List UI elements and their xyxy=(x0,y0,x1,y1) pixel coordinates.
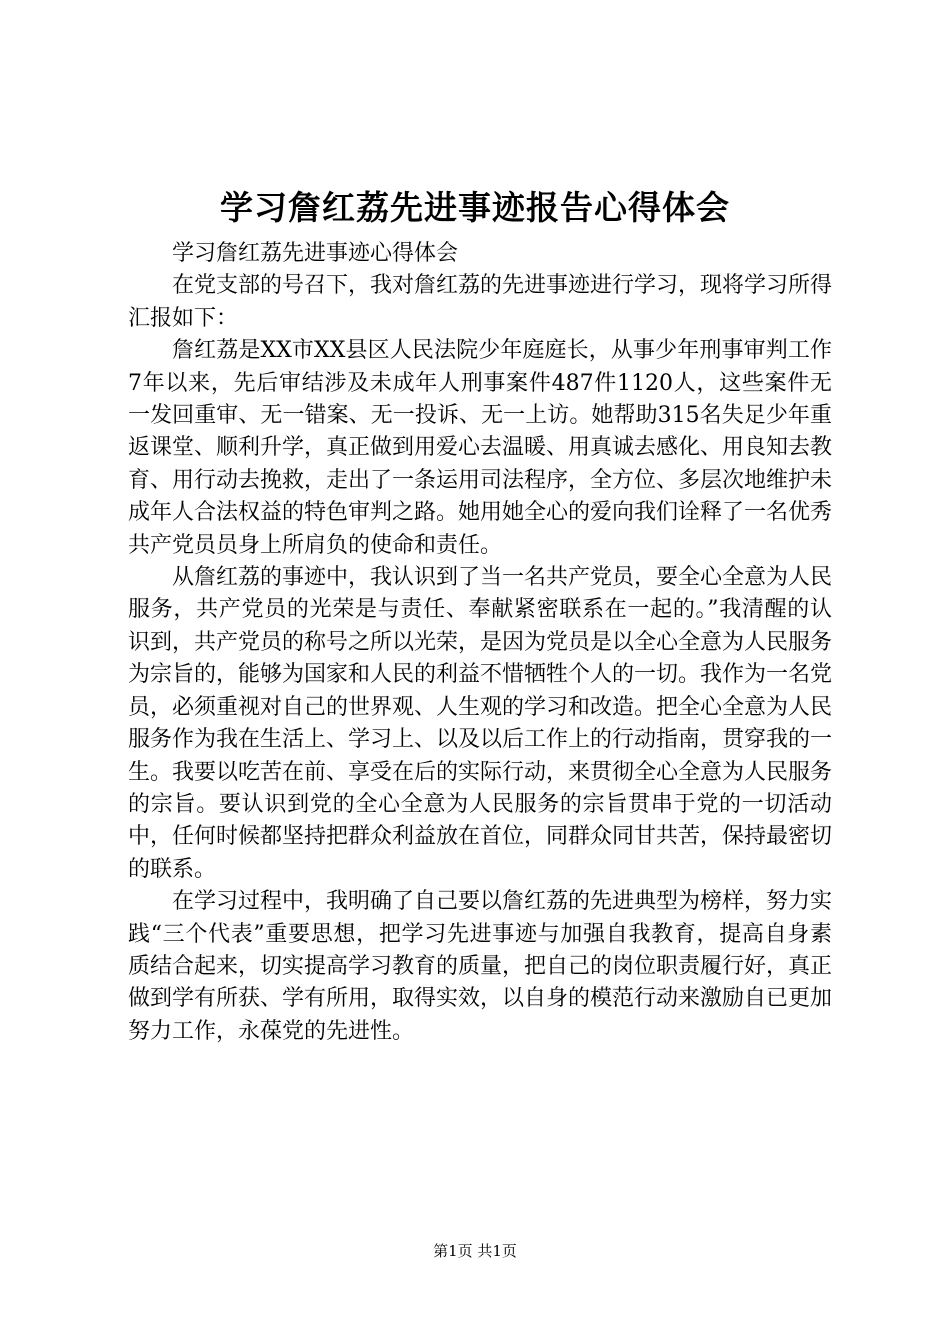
body-paragraph: 在学习过程中，我明确了自己要以詹红荔的先进典型为榜样，努力实践“三个代表”重要思想，把学习先进事迹与加强自我教育，提高自身素质结合起来，切实提高学习教育的质量，把自己的岗位职责履行好，真正做到学有所获、学有所用，取得实效，以自身的模范行动来激励自已更加努力工作，永葆党的先进性。 xyxy=(128,889,833,1044)
page-footer: 第1页 共1页 xyxy=(433,1242,517,1260)
document-body xyxy=(128,238,832,1048)
subtitle-paragraph: 学习詹红荔先进事迹心得体会 xyxy=(172,241,459,266)
document-title: 学习詹红荔先进事迹报告心得体会 xyxy=(220,188,730,227)
body-paragraph: 詹红荔是XX市XX县区人民法院少年庭庭长，从事少年刑事审判工作7年以来，先后审结涉及未成年人刑事案件487件1120人，这些案件无一发回重审、无一错案、无一投诉、无一上访。她帮助315名失足少年重返课堂、顺利升学，真正做到用爱心去温暖、用真诚去感化、用良知去教育、用行动去挽救，走出了一条运用司法程序，全方位、多层次地维护未成年人合法权益的特色审判之路。她用她全心的爱向我们诠释了一名优秀共产党员员身上所肩负的使命和责任。 xyxy=(128,338,833,558)
body-paragraph: 在党支部的号召下，我对詹红荔的先进事迹进行学习，现将学习所得汇报如下： xyxy=(128,273,833,331)
body-paragraph: 从詹红荔的事迹中，我认识到了当一名共产党员，要全心全意为人民服务，共产党员的光荣是与责任、奉献紧密联系在一起的。”我清醒的认识到，共产党员的称号之所以光荣，是因为党员是以全心全意为人民服务为宗旨的，能够为国家和人民的利益不惜牺牲个人的一切。我作为一名党员，必须重视对自己的世界观、人生观的学习和改造。把全心全意为人民服务作为我在生活上、学习上、以及以后工作上的行动指南，贯穿我的一生。我要以吃苦在前、享受在后的实际行动，来贯彻全心全意为人民服务的宗旨。要认识到党的全心全意为人民服务的宗旨贯串于党的一切活动中，任何时候都坚持把群众利益放在首位，同群众同甘共苦，保持最密切的联系。 xyxy=(128,565,833,882)
